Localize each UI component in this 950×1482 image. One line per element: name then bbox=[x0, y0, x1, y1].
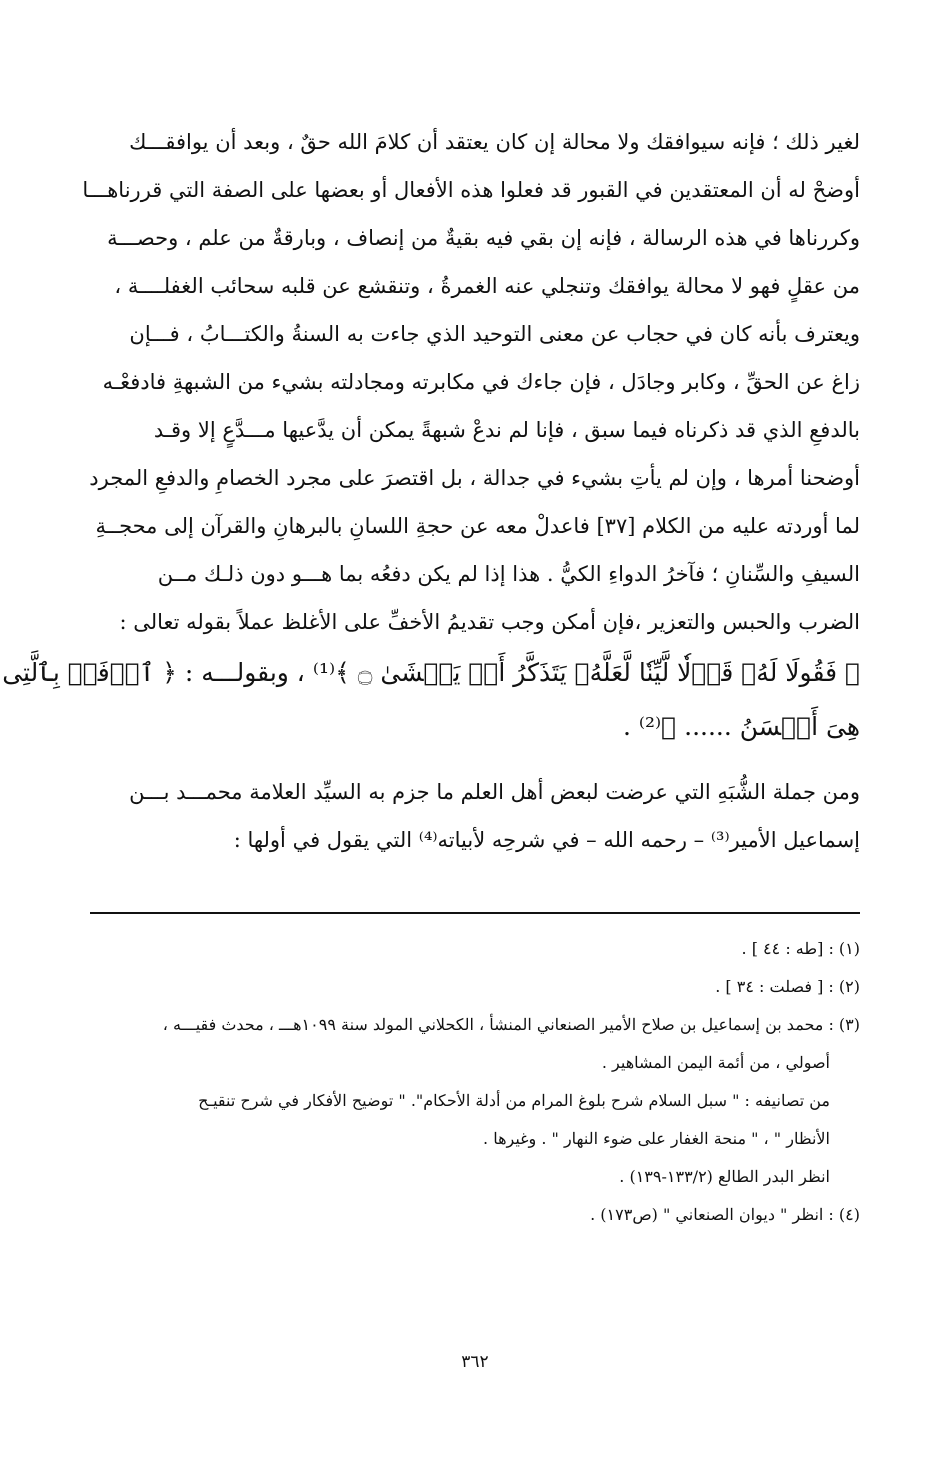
body-line: لما أوردته عليه من الكلام [٣٧] فاعدلْ معه عن حجةِ اللسانِ بالبرهانِ والقرآن إلى محجــةِ bbox=[95, 514, 860, 538]
footnote-line: انظر البدر الطالع (١٣٣/٢-١٣٩) . bbox=[619, 1167, 830, 1186]
quran-verse-line: ﴿ فَقُولَا لَهُۥ قَوۡلٗا لَّيِّنٗا لَّعَلَّهُۥ يَتَذَكَّرُ أَوۡ يَخۡشَىٰ ۝ ﴾⁽¹⁾ ، وبقولـــه : ﴿ ٱدۡفَعۡ بِٱلَّتِى bbox=[2, 658, 860, 687]
footnote-line: (٢) : [ فصلت : ٣٤ ] . bbox=[715, 977, 860, 996]
footnote-separator bbox=[90, 912, 860, 914]
body-line: ومن جملة الشُّبَهِ التي عرضت لبعض أهل العلم ما جزم به السيِّد العلامة محمـــد بـــن bbox=[129, 780, 860, 804]
footnote-line: (٤) : انظر " ديوان الصنعاني " (ص١٧٣) . bbox=[590, 1205, 860, 1224]
page-number: ٣٦٢ bbox=[461, 1352, 489, 1372]
footnotes bbox=[90, 930, 860, 1234]
footnote-line: أصولي ، من أئمة اليمن المشاهير . bbox=[601, 1053, 830, 1072]
body-line: وكررناها في هذه الرسالة ، فإنه إن بقي فيه بقيةٌ من إنصاف ، وبارقةٌ من علم ، وحصـــة bbox=[107, 226, 860, 250]
body-line: بالدفعِ الذي قد ذكرناه فيما سبق ، فإنا لم ندعْ شبهةً يمكن أن يدَّعيها مـــدَّعٍ إلا وقـد bbox=[153, 418, 860, 442]
body-line: زاغ عن الحقِّ ، وكابر وجادَل ، فإن جاءك في مكابرته ومجادلته بشيء من الشبهةِ فادفعْـه bbox=[102, 370, 860, 394]
body-line: الضرب والحبس والتعزير ،فإن أمكن وجب تقديمُ الأخفِّ على الأغلظ عملاً بقوله تعالى : bbox=[119, 610, 860, 634]
footnote-line: (٣) : محمد بن إسماعيل بن صلاح الأمير الصنعاني المنشأ ، الكحلاني المولد سنة ١٠٩٩هـــ ، محدث فقيـــه ، bbox=[162, 1015, 860, 1034]
body-line: ويعترف بأنه كان في حجاب عن معنى التوحيد الذي جاءت به السنةُ والكتـــابُ ، فـــإن bbox=[129, 322, 860, 346]
paragraph-gap bbox=[90, 754, 860, 768]
footnote-line: من تصانيفه : " سبل السلام شرح بلوغ المرام من أدلة الأحكام". " توضيح الأفكار في شرح تنقيـح bbox=[198, 1091, 830, 1110]
footnote-line: الأنظار " ، " منحة الغفار على ضوء النهار " . وغيرها . bbox=[483, 1129, 830, 1148]
body-line: أوضحْ له أن المعتقدين في القبور قد فعلوا هذه الأفعال أو بعضها على الصفة التي قررناهـــا bbox=[82, 178, 860, 202]
body-line: إسماعيل الأمير⁽³⁾ – رحمه الله – في شرحِه لأبياته⁽⁴⁾ التي يقول في أولها : bbox=[233, 828, 860, 852]
footnote-line: (١) : [طه : ٤٤ ] . bbox=[741, 939, 860, 958]
quran-verse-line: هِىَ أَحۡسَنُ ...... ﴾⁽²⁾ . bbox=[622, 712, 860, 741]
main-text bbox=[2, 118, 860, 864]
body-line: أوضحنا أمرها ، وإن لم يأتِ بشيء في جدالة ، بل اقتصرَ على مجرد الخصامِ والدفعِ المجرد bbox=[89, 466, 860, 490]
body-line: السيفِ والسِّنانِ ؛ فآخرُ الدواءِ الكيُّ . هذا إذا لم يكن دفعُه بما هـــو دون ذلـك مــن bbox=[157, 562, 860, 586]
body-line: من عقلٍ فهو لا محالة يوافقك وتنجلي عنه الغمرةُ ، وتنقشع عن قلبه سحائب الغفلــــة ، bbox=[114, 274, 860, 298]
body-line: لغير ذلك ؛ فإنه سيوافقك ولا محالة إن كان يعتقد أن كلامَ الله حقٌ ، وبعد أن يوافقـــك bbox=[129, 130, 860, 154]
